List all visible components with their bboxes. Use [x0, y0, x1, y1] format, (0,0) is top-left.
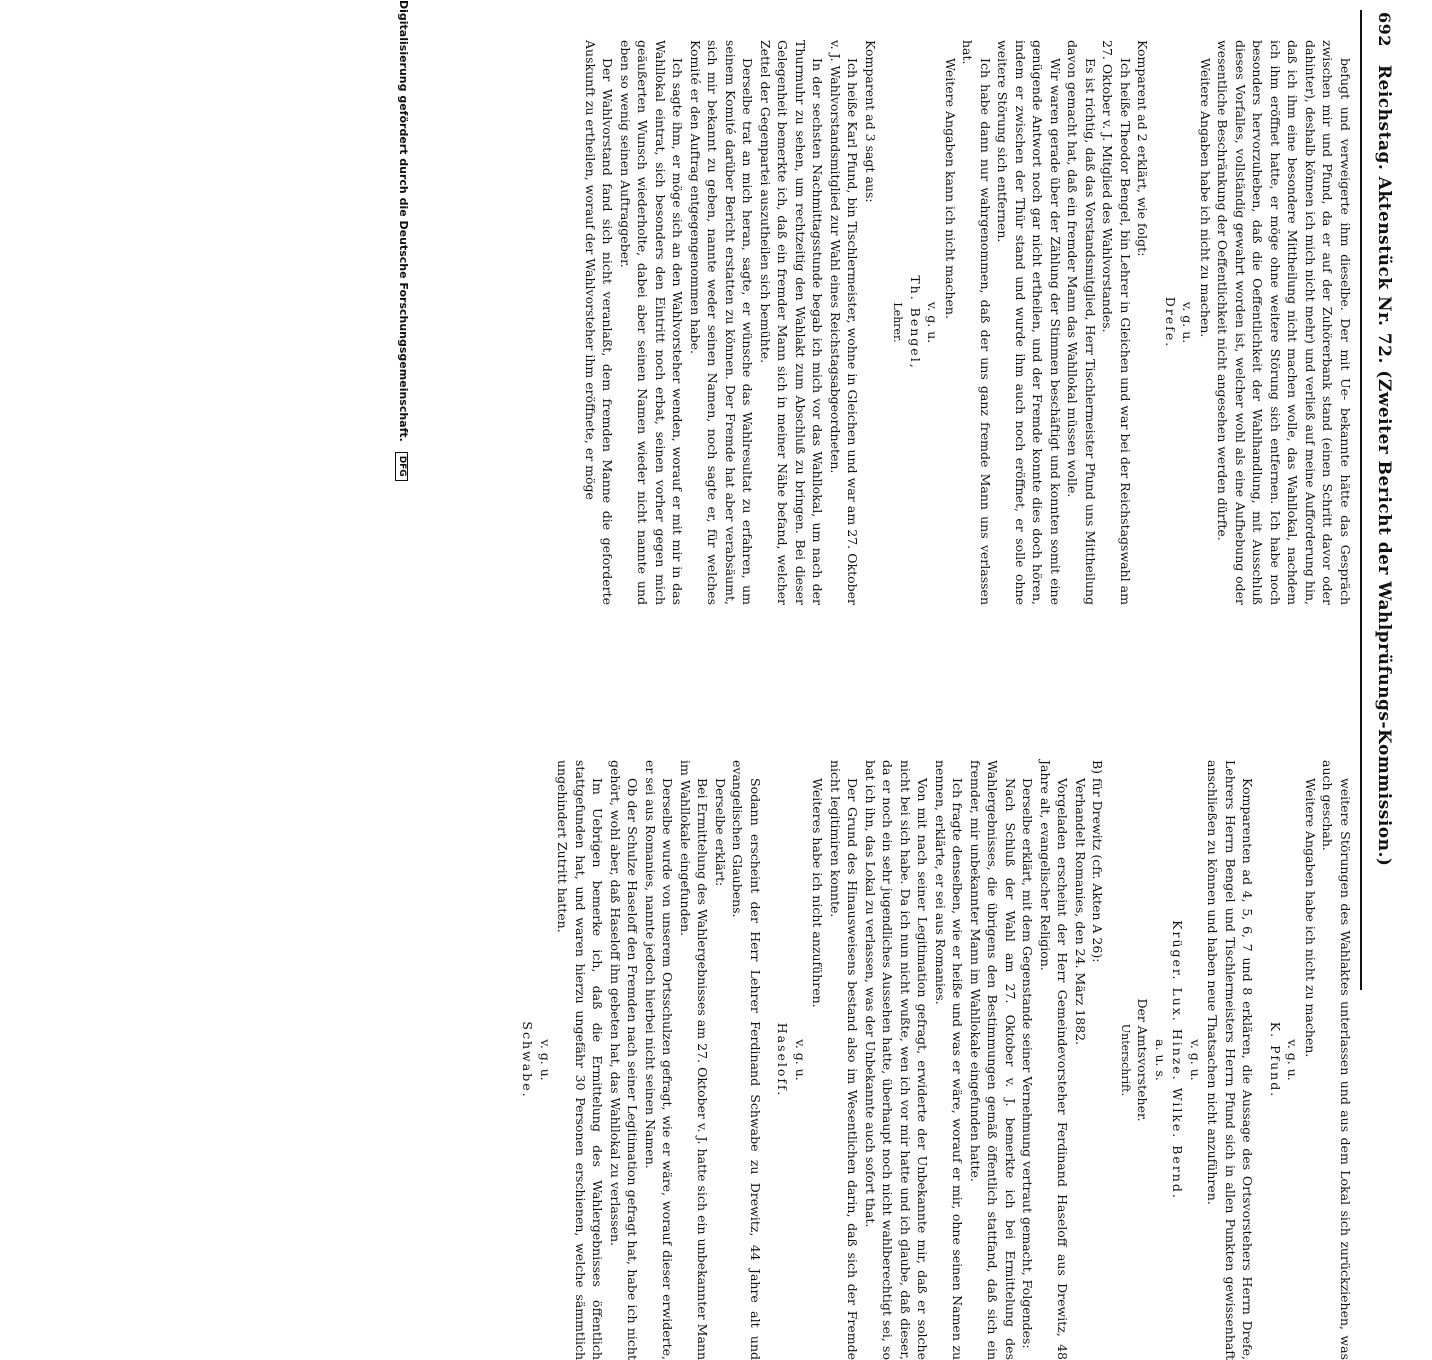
- paragraph: befugt und verweigerte ihm dieselbe. Der mit Ue- bekannte hätte das Gespräch zwischen mir und Pfund, da er auf der Zuhörerbank stand (einen Schritt davor oder dahinter), deshalb können ich mich nicht mehr) und verließ auf meine Aufforderung hin, daß ich ihm eine besondere Mittheilung nicht machen wolle, das Wahllokal, nachdem ich ihm eröffnet hatte, er möge ohne weitere Störung sich entfernen. Ich habe noch besonders hervorzuheben, daß die Oeffentlichkeit der Wahlhandlung, mit Ausschluß dieses Vorfalles, vollständig gewahrt worden ist, welcher wohl als eine Aufhebung oder wesentliche Beschränkung der Oeffentlichkeit nicht angesehen werden dürfte.: [1215, 40, 1353, 605]
- paragraph: Sodann erscheint der Herr Lehrer Ferdinand Schwabe zu Drewitz, 44 Jahre alt und evangelischen Glaubens.: [730, 760, 763, 1360]
- formula-line: Der Amtsvorsteher.: [1135, 998, 1151, 1122]
- spacer: [879, 40, 889, 605]
- formula-line: v. g. u.: [1188, 1039, 1203, 1081]
- paragraph: Ich heiße Karl Pfund, bin Tischlermeister, wohne in Gleichen und war am 27. Oktober v. J. Wahlvorstandsmitglied zur Wahl eines Reichstagsabgeordneten.: [828, 40, 861, 605]
- formula-line: v. g. u.: [538, 1039, 553, 1081]
- spacer: [1152, 40, 1162, 605]
- left-column: [582, 40, 1355, 605]
- formula-line: v. g. u.: [1285, 1039, 1301, 1081]
- signature: Schwabe.: [520, 1021, 536, 1099]
- running-title: Reichstag. Aktenstück Nr. 72. (Zweiter Bericht der Wahlprüfungs-Kommission.): [1374, 64, 1394, 867]
- paragraph: Weiteres habe ich nicht anzuführen.: [810, 778, 826, 1008]
- page-header: [1364, 12, 1394, 987]
- digitization-footer: [390, 0, 410, 1000]
- paragraph: Derselbe wurde von unserem Ortsschulzen gefragt, wie er wäre, worauf dieser erwiderte, er sei aus Romanies, nannte jedoch hierbei nicht seinen Namen.: [643, 760, 676, 1360]
- paragraph: Derselbe erklärt, mit dem Gegenstande seiner Vernehmung vertraut gemacht, Folgendes:: [1020, 778, 1036, 1349]
- paragraph: Derselbe trat an mich heran, sagte, er wünsche das Wahlresultat zu erfahren, um seinem Komité darüber Bericht erstatten zu können. Der Fremde hat aber verabsäumt, sich mir bekannt zu geben, nannte weder seinen Namen, noch sagte er, für welches Komité er den Auftrag entgegengenommen habe.: [688, 40, 756, 605]
- digitization-note: Digitalisierung gefördert durch die Deutsche Forschungsgemeinschaft.: [397, 0, 410, 442]
- paragraph: Wir waren gerade über der Zählung der Stimmen beschäftigt und konnten somit eine genügende Antwort noch gar nicht ertheilen, und der Fremde konnte dies doch hören, indem er zwischen der Thür stand und wurde ihm auch noch eröffnet, er solle ohne weitere Störung sich entfernen.: [995, 40, 1063, 605]
- paragraph: Weitere Angaben kann ich nicht machen.: [943, 58, 958, 319]
- section-heading: Komparent ad 2 erklärt, wie folgt:: [1135, 40, 1151, 257]
- spacer: [764, 760, 774, 1360]
- paragraph: Bei Ermittelung des Wahlergebnisses am 27. Oktober v. J. hatte sich ein unbekannter Mann im Wahllokale eingefunden.: [678, 760, 711, 1360]
- paragraph: Verhandelt Romanies, den 24. März 1882.: [1073, 778, 1088, 1046]
- signature-title: Unterschrift.: [1119, 1023, 1132, 1097]
- paragraph: Weitere Angaben habe ich nicht zu machen.: [1198, 58, 1213, 338]
- formula-line: v. g. u.: [793, 1039, 808, 1081]
- paragraph: Der Wahlvorstand fand sich nicht veranlaßt, dem fremden Manne die geforderte Auskunft zu ertheilen, worauf der Wahlvorsteher ihm eröffnete, er möge: [583, 40, 616, 605]
- paragraph: Ich heiße Theodor Bengel, bin Lehrer in Gleichen und war bei der Reichstagswahl am 27. Oktober v. J. Mitglied des Wahlvorstandes.: [1100, 40, 1133, 605]
- paragraph: Von mit nach seiner Legitimation gefragt, erwiderte der Unbekannte mir, daß er solche nicht bei sich habe. Da ich nun nicht wußte, wen ich vor mir hatte und ich glaube, daß dieser, da er noch ein sehr jugendliches Aussehen hatte, überhaupt noch nicht wahlberechtigt sei, so bat ich ihn, das Lokal zu verlassen, was der Unbekannte auch sofort that.: [863, 760, 931, 1360]
- section-heading: Komparent ad 3 sagt aus:: [863, 40, 878, 203]
- paragraph: Ich fragte denselben, wie er heiße und was er wäre, worauf er mir, ohne seinen Namen zu nennen, erklärte, er sei aus Romanies.: [933, 760, 966, 1360]
- right-column: [519, 760, 1354, 1360]
- signature: Th. Bengel,: [908, 275, 923, 370]
- paragraph: Ich sagte ihm, er möge sich an den Wahlvorsteher wenden, worauf er mit mir in das Wahllokal eintrat, sich besonders den Eintritt noch erbat, seinen vorher gegen mich geäußerten Wunsch wiederholte, dabei aber seinen Namen wieder nicht nannte und eben so wenig seinen Auftraggeber.: [618, 40, 686, 605]
- paragraph: Komparenten ad 4, 5, 6, 7 und 8 erklären, die Aussage des Ortsvorstehers Herrn Drefe, Lehrers Herrn Bengel und Tischlermeisters Herrn Pfund sich in allen Punkten gewissenhaft anschließen zu können und haben neue Thatsachen nicht anzuführen.: [1205, 760, 1256, 1360]
- formula-line: v. g. u.: [925, 301, 941, 344]
- paragraph: In der sechsten Nachmittagsstunde begab ich mich vor das Wahllokal, um nach der Thurmuhr zu sehen, um rechtzeitig den Wahlakt zum Abschluß zu bringen. Bei dieser Gelegenheit bemerkte ich, daß ein fremder Mann sich in meiner Nähe befand, welcher Zettel der Gegenpartei auszutheilen sich bemühte.: [758, 40, 826, 605]
- paragraph: Ob der Schulze Haseloff den Fremden nach seiner Legitimation gefragt hat, habe ich nicht gehört, wohl aber, daß Haseloff ihn gebeten hat, das Wahllokal zu verlassen.: [608, 760, 641, 1360]
- paragraph: weitere Störungen des Wahlaktes unterlassen und aus dem Lokal sich zurückziehen, was auch geschah.: [1320, 760, 1353, 1360]
- formula-line: v. g. u.: [1180, 301, 1196, 344]
- page-number: 692: [1375, 12, 1394, 47]
- signature: Haseloff.: [775, 1022, 791, 1098]
- paragraph: Ich habe dann nur wahrgenommen, daß der uns ganz fremde Mann uns verlassen hat.: [960, 40, 993, 605]
- formula-line: a. u. s.: [1153, 1039, 1168, 1081]
- spacer: [1107, 760, 1117, 1360]
- paragraph: Derselbe erklärt:: [713, 778, 728, 887]
- signature: Krüger. Lux. Hinze. Wilke. Bernd.: [1170, 920, 1186, 1200]
- paragraph: Der Grund des Hinausweisens bestand also im Wesentlichen darin, daß sich der Fremde nicht legitimiren konnte.: [828, 760, 861, 1360]
- signature-title: Lehrer.: [891, 302, 905, 343]
- section-heading: B) für Drewitz (cfr. Akten A 26):: [1090, 760, 1106, 963]
- paragraph: Nach Schluß der Wahl am 27. Oktober v. J. bemerkte ich bei Ermittelung des Wahlergebnisses, die übrigens den Bestimmungen gemäß öffentlich stattfand, daß sich ein fremder, mir unbekannter Mann im Wahllokale eingefunden hatte.: [968, 760, 1018, 1360]
- paragraph: Vorgeladen erscheint der Herr Gemeindevorsteher Ferdinand Haseloff aus Drewitz, 48 Jahre alt, evangelischer Religion.: [1038, 760, 1071, 1360]
- signature: Drefe.: [1163, 296, 1178, 349]
- paragraph: Es ist richtig, daß das Vorstandsmitglied, Herr Tischlermeister Pfund uns Mittheilung davon gemacht hat, daß ein fremder Mann das Wahllokal müssen wolle.: [1065, 40, 1098, 605]
- signature: K. Pfund.: [1268, 1021, 1283, 1099]
- paragraph: Im Uebrigen bemerke ich, daß die Ermittelung des Wahlergebnisses öffentlich stattgefunden hat, und waren hierzu ungefähr 30 Personen erschienen, welche sämmtlich ungehindert Zutritt hatten.: [555, 760, 606, 1360]
- spacer: [1257, 760, 1267, 1360]
- header-rule: [1360, 10, 1362, 990]
- dfg-logo: DFG: [395, 452, 408, 481]
- paragraph: Weitere Angaben habe ich nicht zu machen.: [1303, 778, 1318, 1058]
